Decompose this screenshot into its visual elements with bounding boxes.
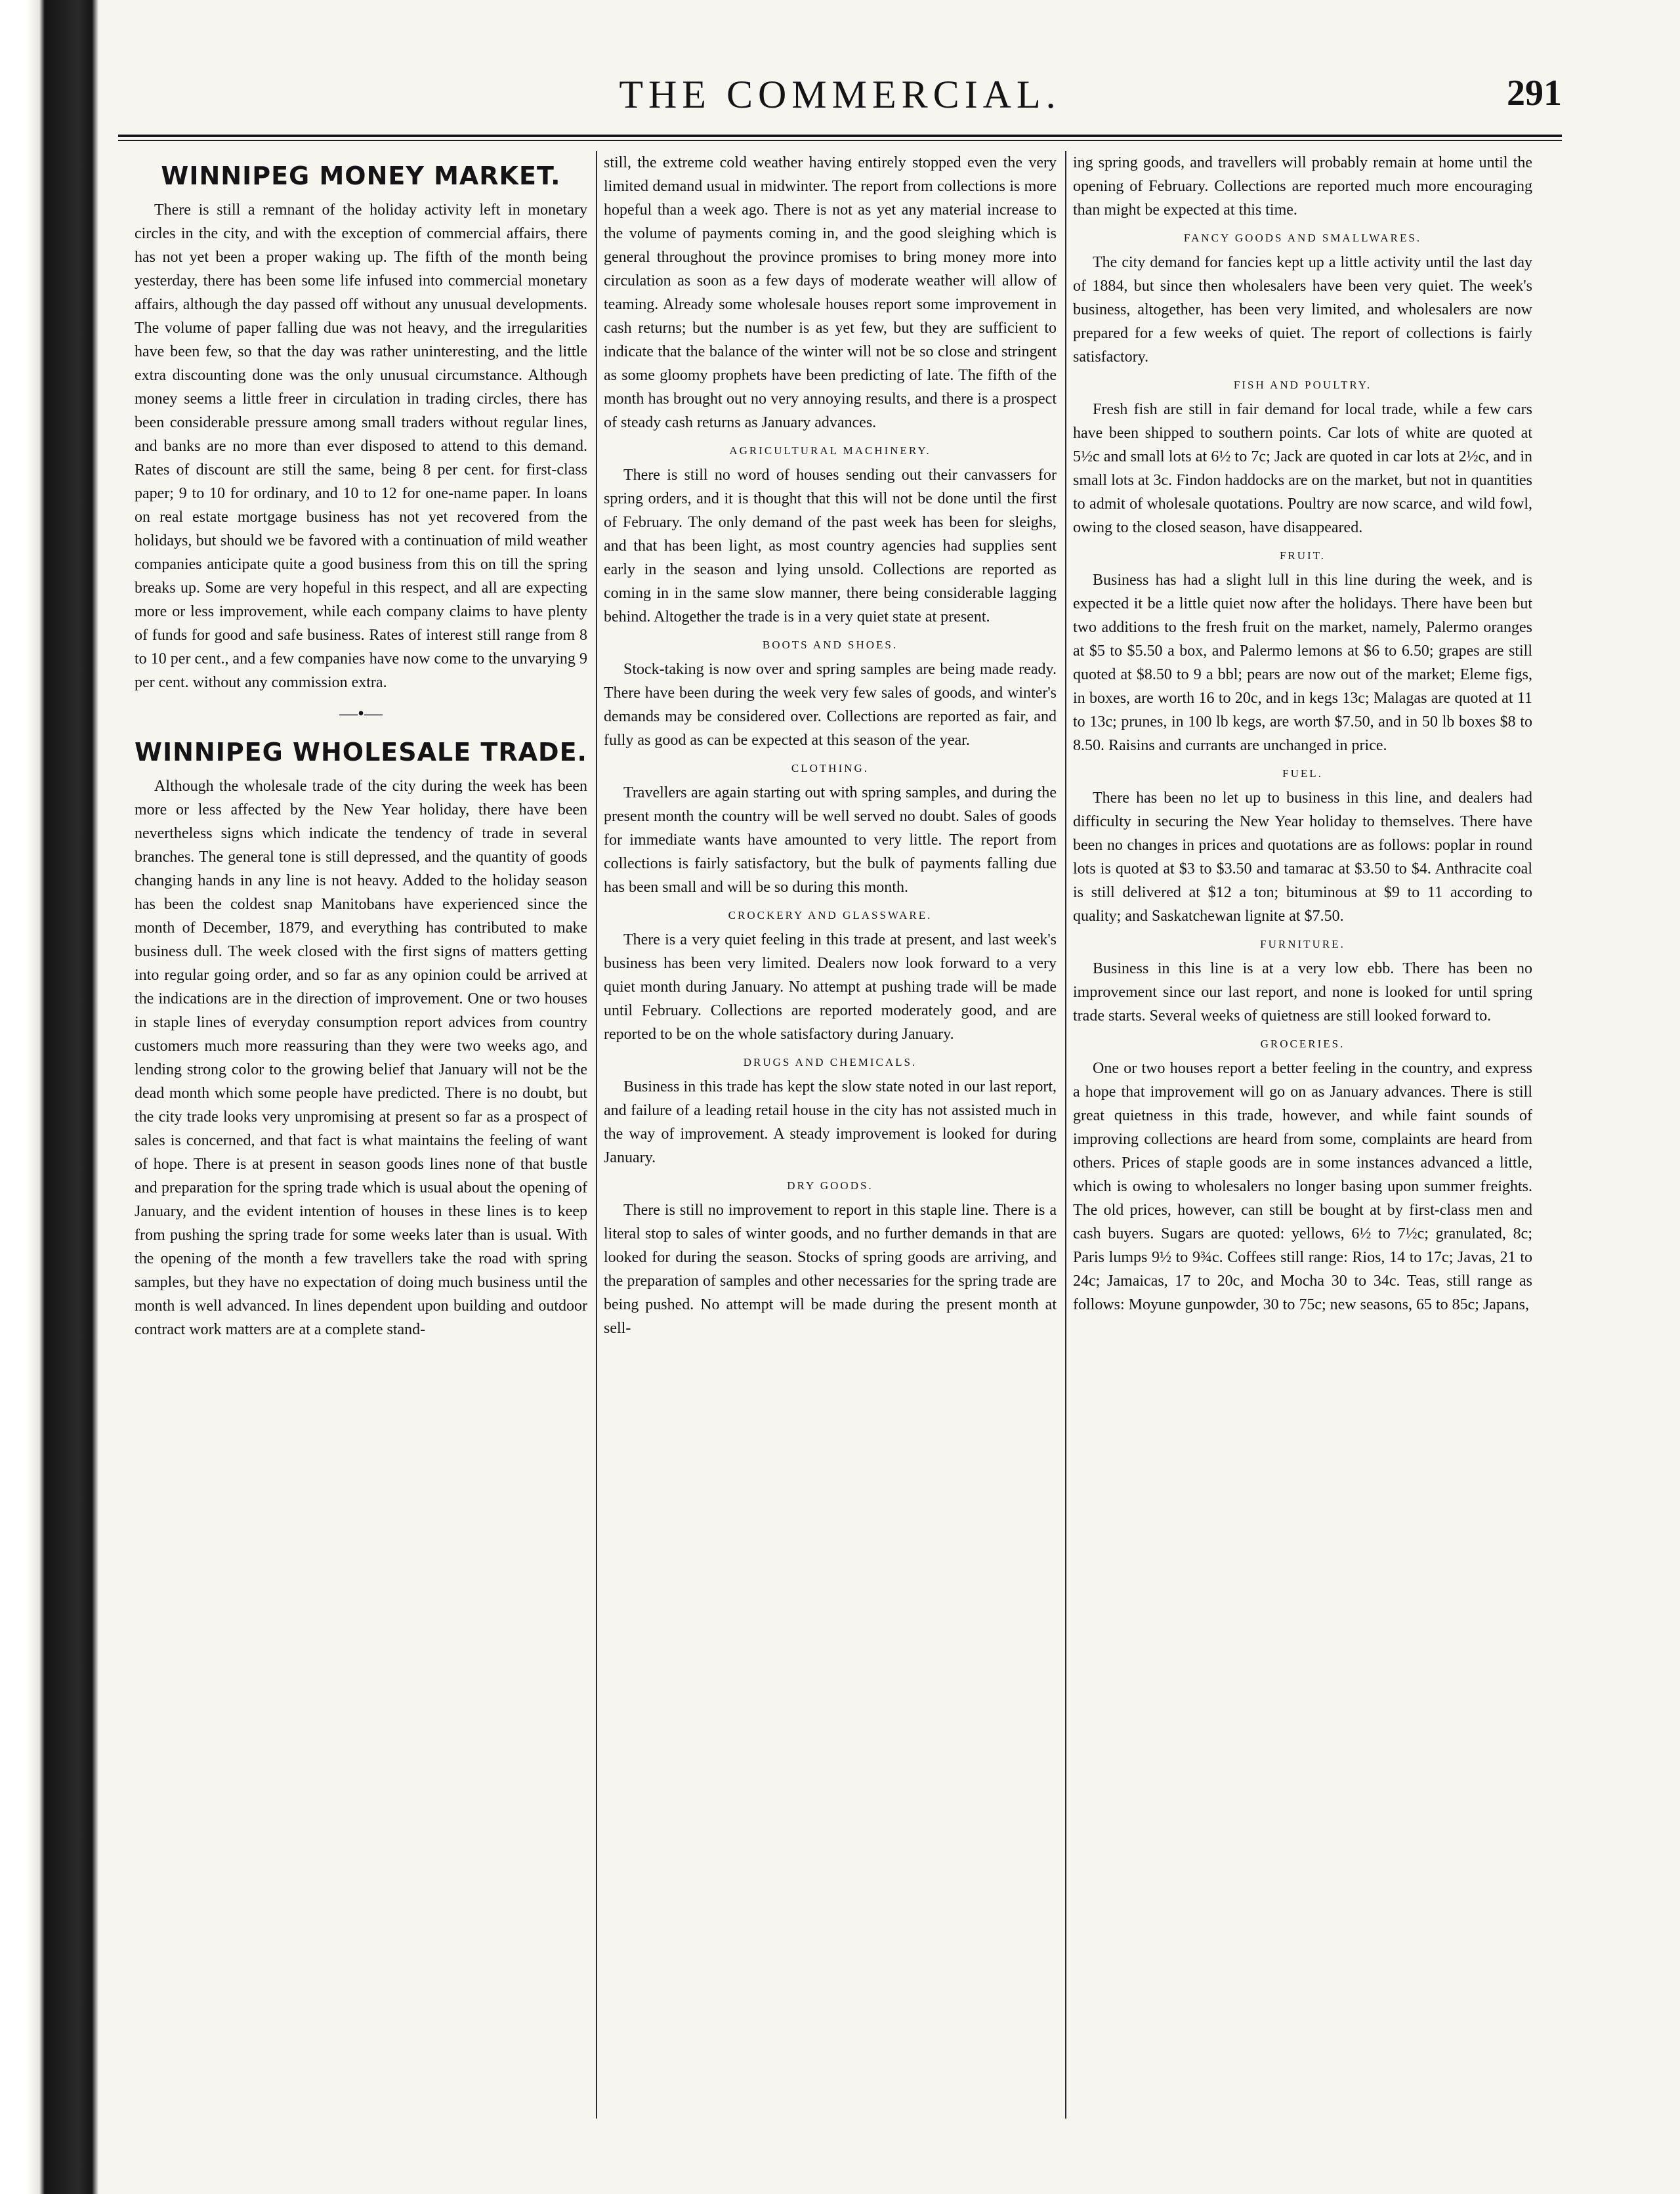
fish-and-poultry-body: Fresh fish are still in fair demand for local trade, while a few cars have been shipped to southern points. Car lots of white are quoted at 5½c and small lots at 6½ to 7c; Jack are quoted in car lots at 2½c, and in small lots at 3c. Findon haddocks are on the market, but not in quantities to admit of wholesale quotations. Poultry are now scarce, and wild fowl, owing to the closed season, have disappeared. — [1073, 401, 1532, 536]
fruit-body: Business has had a slight lull in this line during the week, and is expected it be a little quiet now after the holidays. There have been but two additions to the fresh fruit on the market, namely, Palermo oranges at $5 to $5.50 a box, and Palermo lemons at $6 to 6.50; grapes are still quoted at $8.50 to 9 a bbl; pears are now out of the market; Eleme figs, in boxes, are worth 16 to 20c, and in kegs 13c; Malagas are quoted at 11 to 13c; prunes, in 100 lb kegs, are worth $7.50, and in 50 lb boxes $8 to 8.50. Raisins and currants are unchanged in price. — [1073, 572, 1532, 754]
groceries-heading: GROCERIES. — [1260, 1038, 1345, 1050]
column-divider — [596, 151, 597, 2119]
column-2 — [604, 151, 1057, 2119]
column-divider — [1065, 151, 1066, 2119]
dry-goods-body: There is still no improvement to report in this staple line. There is a literal stop to sales of winter goods, and no further demands in that are looked for during the season. Stocks of spring goods are arriving, and the preparation of samples and other necessaries for the spring trade are being pushed. No attempt will be made during the present month at sell- — [604, 1202, 1057, 1337]
boots-and-shoes-body: Stock-taking is now over and spring samples are being made ready. There have been during the week very few sales of goods, and winter's demands may be considered over. Collections are reported as fair, and fully as good as can be expected at this season of the year. — [604, 661, 1057, 749]
page-number: 291 — [1507, 73, 1562, 114]
fruit-heading: FRUIT. — [1279, 549, 1326, 562]
wholesale-trade-body: Although the wholesale trade of the city during the week has been more or less affected by the New Year holiday, there have been nevertheless signs which indicate the tendency of trade in several branches. The general tone is still depressed, and the quantity of goods changing hands in any line is not heavy. Added to the holiday season has been the coldest snap Manitobans have experienced since the month of December, 1879, and everything has contributed to make business dull. The week closed with the first signs of matters getting into regular going order, and so far as any opinion could be arrived at the indications are in the direction of improvement. One or two houses in staple lines of everyday consumption report advices from country customers much more reassuring than they were two weeks ago, and lending strong color to the growing belief that January will not be the dead month which some people have predicted. There is no doubt, but the city trade looks very unpromising at present so far as a prospect of sales is concerned, and that fact is what maintains the feeling of want of hope. There is at present in season goods lines none of that bustle and preparation for the spring trade which is usual about the opening of January, and the evident intention of houses in these lines is to keep from pushing the spring trade for some weeks later than is usual. With the opening of the month a few travellers take the road with spring samples, but they have no expectation of doing much business until the month is well advanced. In lines dependent upon building and outdoor contract work matters are at a complete stand- — [135, 778, 587, 1338]
fuel-heading: FUEL. — [1282, 767, 1323, 780]
money-market-body: There is still a remnant of the holiday activity left in monetary circles in the city, and with the exception of commercial affairs, there has not yet been a proper waking up. The fifth of the month being yesterday, there has been some life infused into commercial monetary affairs, although the day passed off without any unusual developments. The volume of paper falling due was not heavy, and the irregularities have been few, so that the day was rather uninteresting, and the little extra discounting done was the only unusual circumstance. Although money seems a little freer in circulation in trading circles, there has been considerable pressure among small traders without regular lines, and banks are no more than ever disposed to attend to this demand. Rates of discount are still the same, being 8 per cent. for first-class paper; 9 to 10 for ordinary, and 10 to 12 for one-name paper. In loans on real estate mortgage business has not yet recovered from the holidays, but should we be favored with a continuation of mild weather companies anticipate quite a good business from this on till the spring breaks up. Some are very hopeful in this respect, and all are expecting more or less improvement, while each company claims to have plenty of funds for good and safe business. Rates of interest still range from 8 to 10 per cent., and a few companies have now come to the unvarying 9 per cent. without any commission extra. — [135, 201, 587, 691]
crockery-body: There is a very quiet feeling in this trade at present, and last week's business has been very limited. Dealers now look forward to a very quiet month during January. No attempt at pushing trade will be made until February. Collections are reported moderately good, and are reported to be on the whole satisfactory during January. — [604, 931, 1057, 1043]
money-market-headline: WINNIPEG MONEY MARKET. — [161, 161, 561, 190]
clothing-heading: CLOTHING. — [791, 762, 870, 774]
boots-and-shoes-heading: BOOTS AND SHOES. — [762, 639, 898, 651]
groceries-body: One or two houses report a better feeling in the country, and express a hope that improvement will go on as January advances. There is still great quietness in this trade, however, and while faint sounds of improving collections are heard from some, complaints are heard from others. Prices of staple goods are in some instances advanced a little, which is owing to wholesalers no longer basing upon summer freights. The old prices, however, can still be bought at by first-class men and cash buyers. Sugars are quoted: yellows, 6½ to 7½c; granulated, 8c; Paris lumps 9½ to 9¾c. Coffees still range: Rios, 14 to 17c; Javas, 21 to 24c; Jamaicas, 17 to 20c, and Mocha 30 to 34c. Teas, still range as follows: Moyune gunpowder, 30 to 75c; new seasons, 65 to 85c; Japans, — [1073, 1060, 1532, 1313]
drugs-heading: DRUGS AND CHEMICALS. — [743, 1056, 917, 1068]
section-ornament: —•— — [339, 704, 383, 724]
binding-edge — [0, 0, 98, 2194]
column-3 — [1073, 151, 1532, 2119]
column-1 — [135, 151, 587, 2119]
agricultural-machinery-body: There is still no word of houses sending out their canvassers for spring orders, and it is thought that this will not be done until the first of February. The only demand of the past week has been for sleighs, and that has been light, as most country agencies had supplies sent early in the season and lying unsold. Collections are reported as coming in in the same slow manner, there being considerable lagging behind. Altogether the trade is in a very quiet state at present. — [604, 467, 1057, 625]
masthead-rule-thick — [118, 135, 1562, 137]
masthead-rule-thin — [118, 140, 1562, 141]
newspaper-page — [98, 0, 1680, 2194]
masthead-title: THE COMMERCIAL. — [619, 73, 1061, 116]
agricultural-machinery-heading: AGRICULTURAL MACHINERY. — [729, 444, 931, 457]
wholesale-trade-headline: WINNIPEG WHOLESALE TRADE. — [135, 738, 587, 767]
fancy-goods-heading: FANCY GOODS AND SMALLWARES. — [1183, 232, 1422, 244]
crockery-heading: CROCKERY AND GLASSWARE. — [728, 909, 933, 921]
dry-goods-heading: DRY GOODS. — [787, 1179, 873, 1192]
fancy-goods-body: The city demand for fancies kept up a little activity until the last day of 1884, but since then wholesalers have been very quiet. The week's business, altogether, has been very limited, and wholesalers are now prepared for a few weeks of quiet. The report of collections is fairly satisfactory. — [1073, 254, 1532, 366]
clothing-body: Travellers are again starting out with spring samples, and during the present month the country will be well served no doubt. Sales of goods for immediate wants have amounted to very little. The report from collections is fairly satisfactory, but the bulk of payments falling due has been small and will be so during this month. — [604, 784, 1057, 896]
masthead — [118, 72, 1562, 138]
dry-goods-continued: ing spring goods, and travellers will probably remain at home until the opening of February. Collections are reported much more encouraging than might be expected at this time. — [1073, 154, 1532, 219]
furniture-heading: FURNITURE. — [1260, 938, 1345, 950]
fish-and-poultry-heading: FISH AND POULTRY. — [1233, 379, 1372, 391]
furniture-body: Business in this line is at a very low ebb. There has been no improvement since our last report, and none is looked for until spring trade starts. Several weeks of quietness are still looked forward to. — [1073, 960, 1532, 1024]
wholesale-trade-continued: still, the extreme cold weather having entirely stopped even the very limited demand usual in midwinter. The report from collections is more hopeful than a week ago. There is not as yet any material increase to the volume of payments coming in, and the good sleighing which is general throughout the province promises to bring money more into circulation as soon as a few days of moderate weather will allow of teaming. Already some wholesale houses report some improvement in cash returns; but the number is as yet few, but they are sufficient to indicate that the balance of the winter will not be so close and stringent as some gloomy prophets have been predicting of late. The fifth of the month has brought out no very annoying results, and there is a prospect of steady cash returns as January advances. — [604, 154, 1057, 431]
fuel-body: There has been no let up to business in this line, and dealers had difficulty in securing the New Year holiday to themselves. There have been no changes in prices and quotations are as follows: poplar in round lots is quoted at $3 to $3.50 and tamarac at $3.50 to $4. Anthracite coal is still delivered at $12 a ton; bituminous at $9 to 11 according to quality; and Saskatchewan lignite at $7.50. — [1073, 790, 1532, 925]
drugs-body: Business in this trade has kept the slow state noted in our last report, and failure of a leading retail house in the city has not assisted much in the way of improvement. A steady improvement is looked for during January. — [604, 1078, 1057, 1166]
